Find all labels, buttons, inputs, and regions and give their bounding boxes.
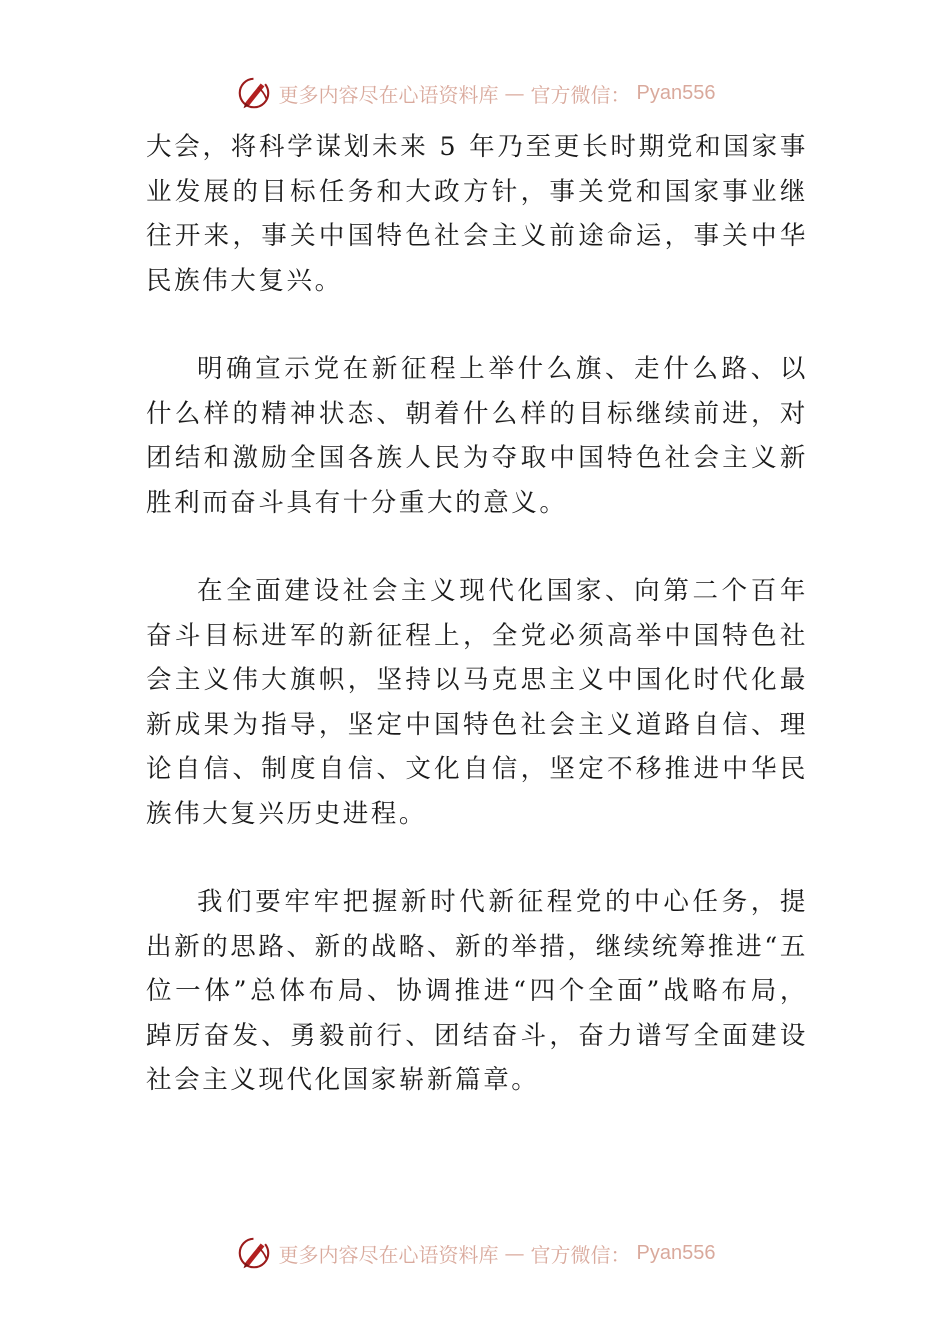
banner-library-text: 更多内容尽在心语资料库 bbox=[278, 82, 499, 107]
footer-banner bbox=[0, 1234, 950, 1272]
paragraph-2: 明确宣示党在新征程上举什么旗、走什么路、以什么样的精神状态、朝着什么样的目标继续前进，对团结和激励全国各族人民为夺取中国特色社会主义新胜利而奋斗具有十分重大的意义。 bbox=[146, 354, 808, 518]
paragraph-3: 在全面建设社会主义现代化国家、向第二个百年奋斗目标进军的新征程上，全党必须高举中国特色社会主义伟大旗帜，坚持以马克思主义中国化时代化最新成果为指导，坚定中国特色社会主义道路自信、理论自信、制度自信、文化自信，坚定不移推进中华民族伟大复兴历史进程。 bbox=[146, 576, 808, 829]
header-banner bbox=[0, 74, 950, 112]
banner-dash: — bbox=[504, 81, 525, 105]
banner-wechat-label: 官方微信： bbox=[530, 82, 631, 107]
fountain-pen-logo-icon bbox=[235, 74, 273, 112]
banner-dash: — bbox=[504, 1241, 525, 1265]
banner-wechat-id: Pyan556 bbox=[636, 1241, 716, 1264]
document-body bbox=[146, 125, 808, 1147]
paragraph-1: 大会，将科学谋划未来 5 年乃至更长时期党和国家事业发展的目标任务和大政方针，事关党和国家事业继往开来，事关中国特色社会主义前途命运，事关中华民族伟大复兴。 bbox=[146, 132, 808, 296]
banner-library-text: 更多内容尽在心语资料库 bbox=[278, 1242, 499, 1267]
paragraph-4: 我们要牢牢把握新时代新征程党的中心任务，提出新的思路、新的战略、新的举措，继续统筹推进“五位一体”总体布局、协调推进“四个全面”战略布局，踔厉奋发、勇毅前行、团结奋斗，奋力谱写全面建设社会主义现代化国家崭新篇章。 bbox=[146, 887, 808, 1095]
banner-wechat-id: Pyan556 bbox=[636, 81, 716, 104]
banner-wechat-label: 官方微信： bbox=[530, 1242, 631, 1267]
fountain-pen-logo-icon bbox=[235, 1234, 273, 1272]
